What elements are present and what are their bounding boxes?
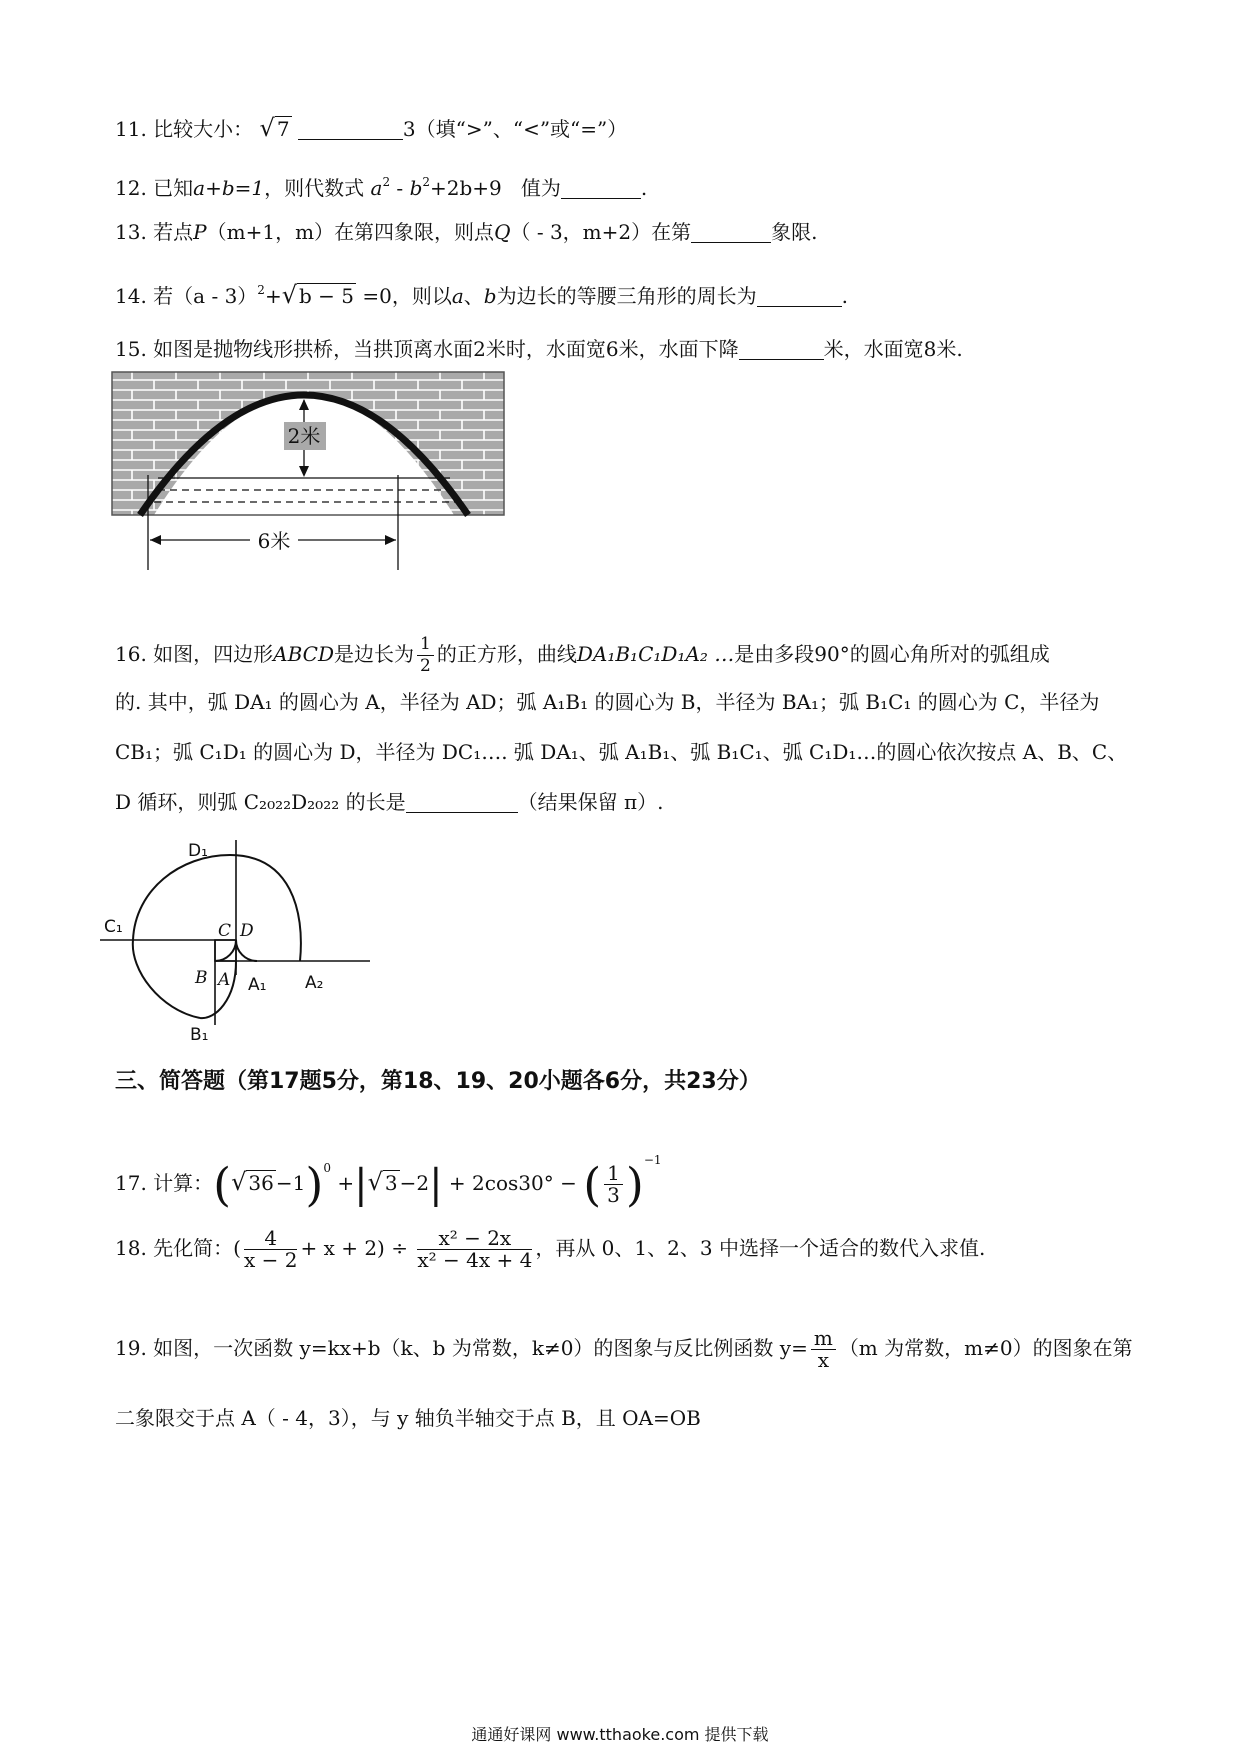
- q13-point-p: P: [193, 220, 207, 244]
- q16-mid: 是边长为: [334, 642, 415, 666]
- q17-sqrt3: 3: [384, 1171, 398, 1195]
- footer-credit: 通通好课网 www.tthaoke.com 提供下载: [471, 1725, 769, 1744]
- q19-number: 19.: [115, 1336, 147, 1360]
- answer-blank[interactable]: [739, 339, 824, 360]
- q14-var-a: a: [451, 284, 464, 308]
- q12-var-a: a: [370, 176, 383, 200]
- q13-p-coord: （m+1，m）: [206, 220, 335, 244]
- question-17: 17. 计算：(√ 36 −1)$^0$ +|√ 3 −2| + 2cos30° − ( $\frac{1}{3}$ )$^{-1}$: [115, 1153, 662, 1212]
- answer-blank[interactable]: [406, 792, 518, 813]
- q17-plus: +: [337, 1171, 355, 1195]
- q17-exp0: 0: [323, 1161, 331, 1175]
- question-19-line1: [115, 1320, 1133, 1376]
- q18-mid: + x + 2) ÷: [300, 1236, 408, 1260]
- q14-end: .: [841, 284, 848, 308]
- fraction-half: $\frac{1}{2}$: [417, 634, 434, 677]
- spiral-figure: [100, 840, 380, 1050]
- q16-square-name: ABCD: [273, 642, 335, 666]
- q12-number: 12.: [115, 176, 147, 200]
- arc-B1C1: [133, 940, 200, 1018]
- q14-number: 14.: [115, 284, 147, 308]
- q13-end: 象限.: [771, 220, 818, 244]
- arc-D1A2: [230, 855, 301, 961]
- q18-suffix: ，再从 0、1、2、3 中选择一个适合的数代入求值.: [535, 1236, 986, 1260]
- label-B1: B₁: [190, 1025, 209, 1045]
- q14-mid: =0，则以: [362, 284, 452, 308]
- q13-number: 13.: [115, 220, 147, 244]
- q18-fraction2: $\frac{\text{x² − 2x}}{\text{x² − 4x + 4}}$: [417, 1226, 533, 1272]
- q16-curve-name: DA₁B₁C₁D₁A₂ …: [576, 642, 735, 666]
- height-label: 2米: [287, 424, 321, 448]
- q14-sep: 、: [463, 284, 484, 308]
- q17-fraction: $\frac{1}{3}$: [604, 1163, 623, 1206]
- q17-minus2: −2: [399, 1171, 430, 1195]
- width-label: 6米: [257, 529, 291, 553]
- q17-sqrt36: 36: [248, 1171, 274, 1195]
- q16-line4-prefix: D 循环，则弧 C₂₀₂₂D₂₀₂₂ 的长是: [115, 790, 406, 814]
- label-B: B: [195, 968, 208, 988]
- q12-tail: +2b+9: [430, 176, 502, 200]
- label-A: A: [218, 970, 231, 990]
- q12-end: .: [640, 176, 648, 200]
- q14-tail: 为边长的等腰三角形的周长为: [496, 284, 757, 308]
- q17-prefix: 计算：: [153, 1171, 214, 1195]
- q12-exp2: 2: [422, 175, 431, 189]
- question-16-line4: [115, 788, 663, 816]
- q14-var-b: b: [483, 284, 497, 308]
- q18-prefix: 先化简：(: [153, 1236, 241, 1260]
- q13-q-coord: （ - 3，m+2）: [510, 220, 652, 244]
- q19-prefix: 如图，一次函数 y=kx+b（k、b 为常数，k≠0）的图象与反比例函数 y=: [153, 1336, 808, 1360]
- q13-point-q: Q: [494, 220, 511, 244]
- arc-DA1: [236, 940, 257, 961]
- q12-var-b: b: [409, 176, 423, 200]
- q12-exp1: 2: [382, 175, 391, 189]
- question-16-line1: [115, 634, 1050, 677]
- q11-number: 11.: [115, 117, 147, 141]
- q19-fraction: $\frac{m}{x}$: [811, 1328, 836, 1371]
- q14-plus: +: [264, 284, 282, 308]
- question-13: [115, 218, 817, 246]
- q12-minus: -: [390, 176, 410, 200]
- q17-number: 17.: [115, 1171, 147, 1195]
- q14-exp: 2: [257, 283, 265, 297]
- q16-line4-suffix: （结果保留 π）.: [517, 790, 664, 814]
- q12-prefix: 已知: [153, 176, 194, 200]
- q12-condition: a+b=1: [193, 176, 265, 200]
- question-16-line2: 的. 其中，弧 DA₁ 的圆心为 A，半径为 AD；弧 A₁B₁ 的圆心为 B，半径为 BA₁；弧 B₁C₁ 的圆心为 C，半径为: [115, 690, 1100, 714]
- section-heading: 三、简答题（第17题5分，第18、19、20小题各6分，共23分）: [115, 1069, 761, 1094]
- q16-post: 的正方形，曲线: [436, 642, 577, 666]
- arch-bridge-figure: [110, 370, 510, 570]
- question-15: [115, 335, 963, 363]
- answer-blank[interactable]: [561, 178, 641, 199]
- question-18: [115, 1218, 985, 1278]
- q15-number: 15.: [115, 337, 147, 361]
- answer-blank[interactable]: [757, 286, 842, 307]
- q19-suffix: （m 为常数，m≠0）的图象在第: [838, 1336, 1133, 1360]
- answer-blank[interactable]: [691, 222, 771, 243]
- q18-fraction1: $\frac{4}{x - 2}$: [243, 1226, 298, 1272]
- answer-blank[interactable]: [298, 119, 403, 140]
- label-C: C: [218, 921, 232, 941]
- q14-radicand: b − 5: [299, 284, 354, 308]
- q11-suffix: 3（填“>”、“<”或“=”）: [402, 117, 628, 141]
- q13-suffix: 在第: [651, 220, 692, 244]
- q15-suffix: 米，水面宽8米.: [823, 337, 963, 361]
- q16-end: 是由多段90°的圆心角所对的弧组成: [734, 642, 1050, 666]
- q18-number: 18.: [115, 1236, 147, 1260]
- sqrt-symbol: √: [259, 114, 275, 142]
- label-C1: C₁: [104, 917, 123, 937]
- q12-middle: ，则代数式: [264, 176, 365, 200]
- q13-prefix: 若点: [153, 220, 194, 244]
- label-A2: A₂: [305, 973, 324, 993]
- q14-prefix: 若（a - 3）: [153, 284, 258, 308]
- question-12: [115, 168, 647, 202]
- q17-cos-term: + 2cos30° −: [448, 1171, 577, 1195]
- q16-number: 16.: [115, 642, 147, 666]
- q15-text: 如图是抛物线形拱桥，当拱顶离水面2米时，水面宽6米，水面下降: [153, 337, 739, 361]
- question-14: [115, 276, 848, 310]
- q13-middle: 在第四象限，则点: [334, 220, 495, 244]
- sqrt-symbol: √: [281, 281, 297, 309]
- q12-suffix: 值为: [520, 176, 561, 200]
- q17-minus1: −1: [275, 1171, 306, 1195]
- label-D1: D₁: [188, 841, 208, 861]
- q16-prefix: 如图，四边形: [153, 642, 274, 666]
- question-19-line2: 二象限交于点 A（ - 4，3），与 y 轴负半轴交于点 B，且 OA=OB: [115, 1406, 701, 1430]
- question-11: [115, 114, 627, 143]
- label-D: D: [240, 921, 254, 941]
- question-16-line3: CB₁；弧 C₁D₁ 的圆心为 D，半径为 DC₁…. 弧 DA₁、弧 A₁B₁、弧 B₁C₁、弧 C₁D₁…的圆心依次按点 A、B、C、: [115, 740, 1128, 764]
- q11-radicand: 7: [276, 117, 290, 141]
- arc-C1D1: [133, 855, 230, 940]
- label-A1: A₁: [248, 975, 267, 995]
- q11-prefix: 比较大小：: [153, 117, 254, 141]
- q17-exp-neg1: −1: [643, 1153, 662, 1167]
